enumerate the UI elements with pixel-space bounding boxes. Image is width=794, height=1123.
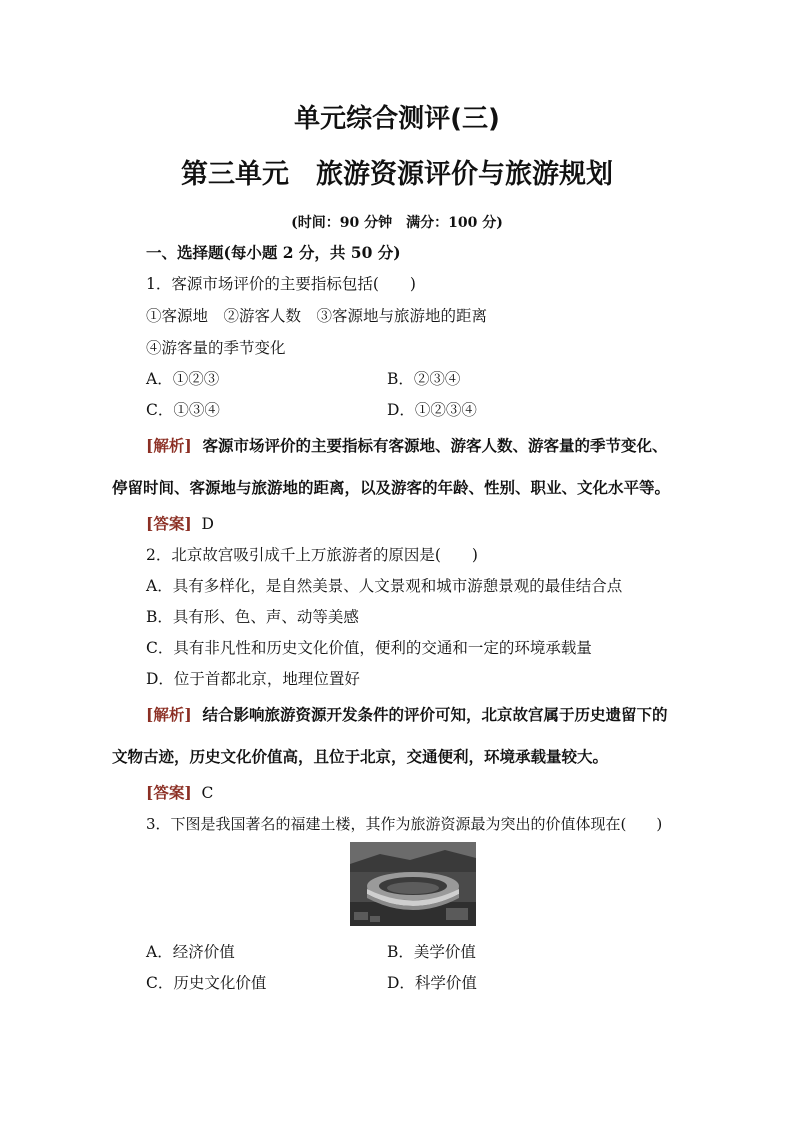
q1-items-line2: ④游客量的季节变化 <box>146 339 286 357</box>
q3-option-a: A．经济价值 <box>146 943 235 961</box>
section-heading: 一、选择题(每小题 2 分，共 50 分) <box>146 243 401 262</box>
q3-stem: 3．下图是我国著名的福建土楼，其作为旅游资源最为突出的价值体现在( ) <box>146 815 663 833</box>
q2-option-d: D．位于首都北京，地理位置好 <box>146 670 360 688</box>
q2-answer <box>146 781 213 803</box>
q2-option-c: C．具有非凡性和历史文化价值，便利的交通和一定的环境承载量 <box>146 639 592 657</box>
q1-option-a: A．①②③ <box>146 370 220 388</box>
analysis-tag: [解析] <box>146 705 192 724</box>
q1-option-b: B．②③④ <box>387 370 461 388</box>
answer-tag: [答案] <box>146 783 192 802</box>
answer-tag: [答案] <box>146 514 192 533</box>
q1-analysis-cont: 停留时间、客源地与旅游地的距离，以及游客的年龄、性别、职业、文化水平等。 <box>112 478 671 497</box>
q1-items-line1: ①客源地 ②游客人数 ③客源地与旅游地的距离 <box>146 307 488 325</box>
unit-subtitle: 第三单元 旅游资源评价与旅游规划 <box>181 159 613 190</box>
exam-meta: (时间：90 分钟 满分：100 分) <box>291 215 503 231</box>
analysis-text: 结合影响旅游资源开发条件的评价可知，北京故宫属于历史遗留下的 <box>202 705 668 724</box>
q3-option-c: C．历史文化价值 <box>146 974 267 992</box>
q3-option-d: D．科学价值 <box>387 974 477 992</box>
q2-option-a: A．具有多样化，是自然美景、人文景观和城市游憩景观的最佳结合点 <box>146 577 623 595</box>
q1-option-d: D．①②③④ <box>387 401 477 419</box>
page-title: 单元综合测评(三) <box>294 104 500 134</box>
q2-analysis-cont: 文物古迹，历史文化价值高，且位于北京，交通便利，环境承载量较大。 <box>112 747 609 766</box>
q2-option-b: B．具有形、色、声、动等美感 <box>146 608 359 626</box>
q1-analysis <box>146 434 667 456</box>
q2-analysis <box>146 703 667 725</box>
q1-answer <box>146 512 214 534</box>
answer-value: C <box>201 784 214 802</box>
q2-stem: 2．北京故宫吸引成千上万旅游者的原因是( ) <box>146 546 478 564</box>
tulou-photo <box>350 842 476 926</box>
analysis-tag: [解析] <box>146 436 192 455</box>
q1-option-c: C．①③④ <box>146 401 220 419</box>
answer-value: D <box>201 515 214 533</box>
analysis-text: 客源市场评价的主要指标有客源地、游客人数、游客量的季节变化、 <box>202 436 668 455</box>
q3-option-b: B．美学价值 <box>387 943 476 961</box>
q1-stem: 1．客源市场评价的主要指标包括( ) <box>146 275 416 293</box>
